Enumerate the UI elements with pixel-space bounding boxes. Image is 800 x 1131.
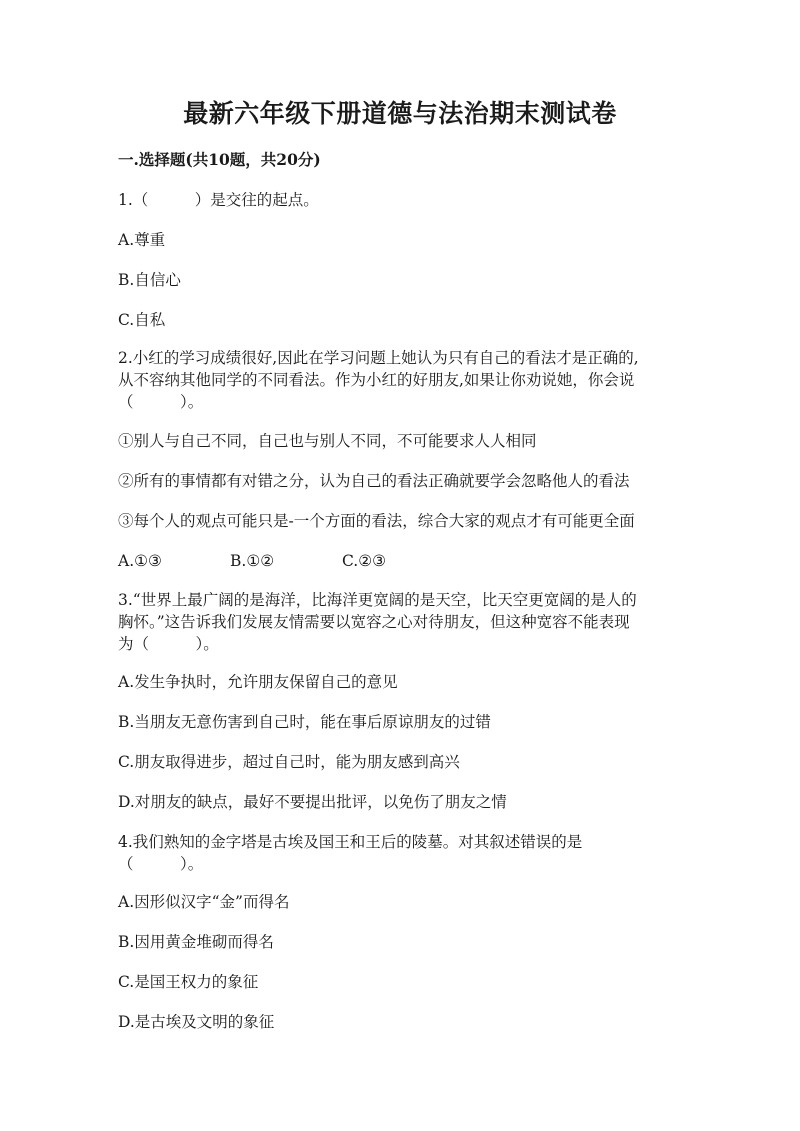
question-2-statement-2: ②所有的事情都有对错之分，认为自己的看法正确就要学会忽略他人的看法 — [118, 472, 630, 490]
question-2-stem-line-1: 2.小红的学习成绩很好,因此在学习问题上她认为只有自己的看法才是正确的, — [118, 349, 639, 367]
section-heading: 一.选择题(共10题，共20分) — [118, 150, 321, 169]
question-3-stem-line-1: 3.“世界上最广阔的是海洋，比海洋更宽阔的是天空，比天空更宽阔的是人的 — [118, 591, 637, 609]
question-2-statement-1: ①别人与自己不同，自己也与别人不同，不可能要求人人相同 — [118, 432, 537, 450]
question-4-option-c: C.是国王权力的象征 — [118, 973, 259, 991]
question-3-option-b: B.当朋友无意伤害到自己时，能在事后原谅朋友的过错 — [118, 713, 491, 731]
question-2-stem-line-2: 从不容纳其他同学的不同看法。作为小红的好朋友,如果让你劝说她，你会说 — [118, 371, 635, 389]
question-4-stem-line-1: 4.我们熟知的金字塔是古埃及国王和王后的陵墓。对其叙述错误的是 — [118, 833, 583, 851]
question-1-option-b: B.自信心 — [118, 271, 181, 289]
question-1-stem: 1.（ ）是交往的起点。 — [118, 191, 319, 209]
question-2-options — [118, 549, 688, 573]
question-3-option-c: C.朋友取得进步，超过自己时，能为朋友感到高兴 — [118, 753, 460, 771]
question-3-stem-line-3: 为（ ）。 — [118, 635, 219, 653]
question-2-option-c: C.②③ — [342, 552, 387, 570]
question-1-option-c: C.自私 — [118, 311, 166, 329]
question-2-option-b: B.①② — [230, 552, 275, 570]
question-3-stem-line-2: 胸怀。”这告诉我们发展友情需要以宽容之心对待朋友，但这种宽容不能表现 — [118, 613, 630, 631]
question-2-statement-3: ③每个人的观点可能只是-一个方面的看法，综合大家的观点才有可能更全面 — [118, 512, 635, 530]
question-4-option-b: B.因用黄金堆砌而得名 — [118, 933, 274, 951]
page-title: 最新六年级下册道德与法治期末测试卷 — [183, 99, 617, 128]
question-3-option-d: D.对朋友的缺点，最好不要提出批评，以免伤了朋友之情 — [118, 793, 507, 811]
question-2-option-a: A.①③ — [118, 552, 162, 570]
question-3-option-a: A.发生争执时，允许朋友保留自己的意见 — [118, 673, 398, 691]
question-1-option-a: A.尊重 — [118, 231, 166, 249]
question-4-option-d: D.是古埃及文明的象征 — [118, 1013, 275, 1031]
question-4-option-a: A.因形似汉字“金”而得名 — [118, 893, 290, 911]
question-2-stem-line-3: （ ）。 — [118, 393, 204, 411]
question-4-stem-line-2: （ ）。 — [118, 855, 204, 873]
